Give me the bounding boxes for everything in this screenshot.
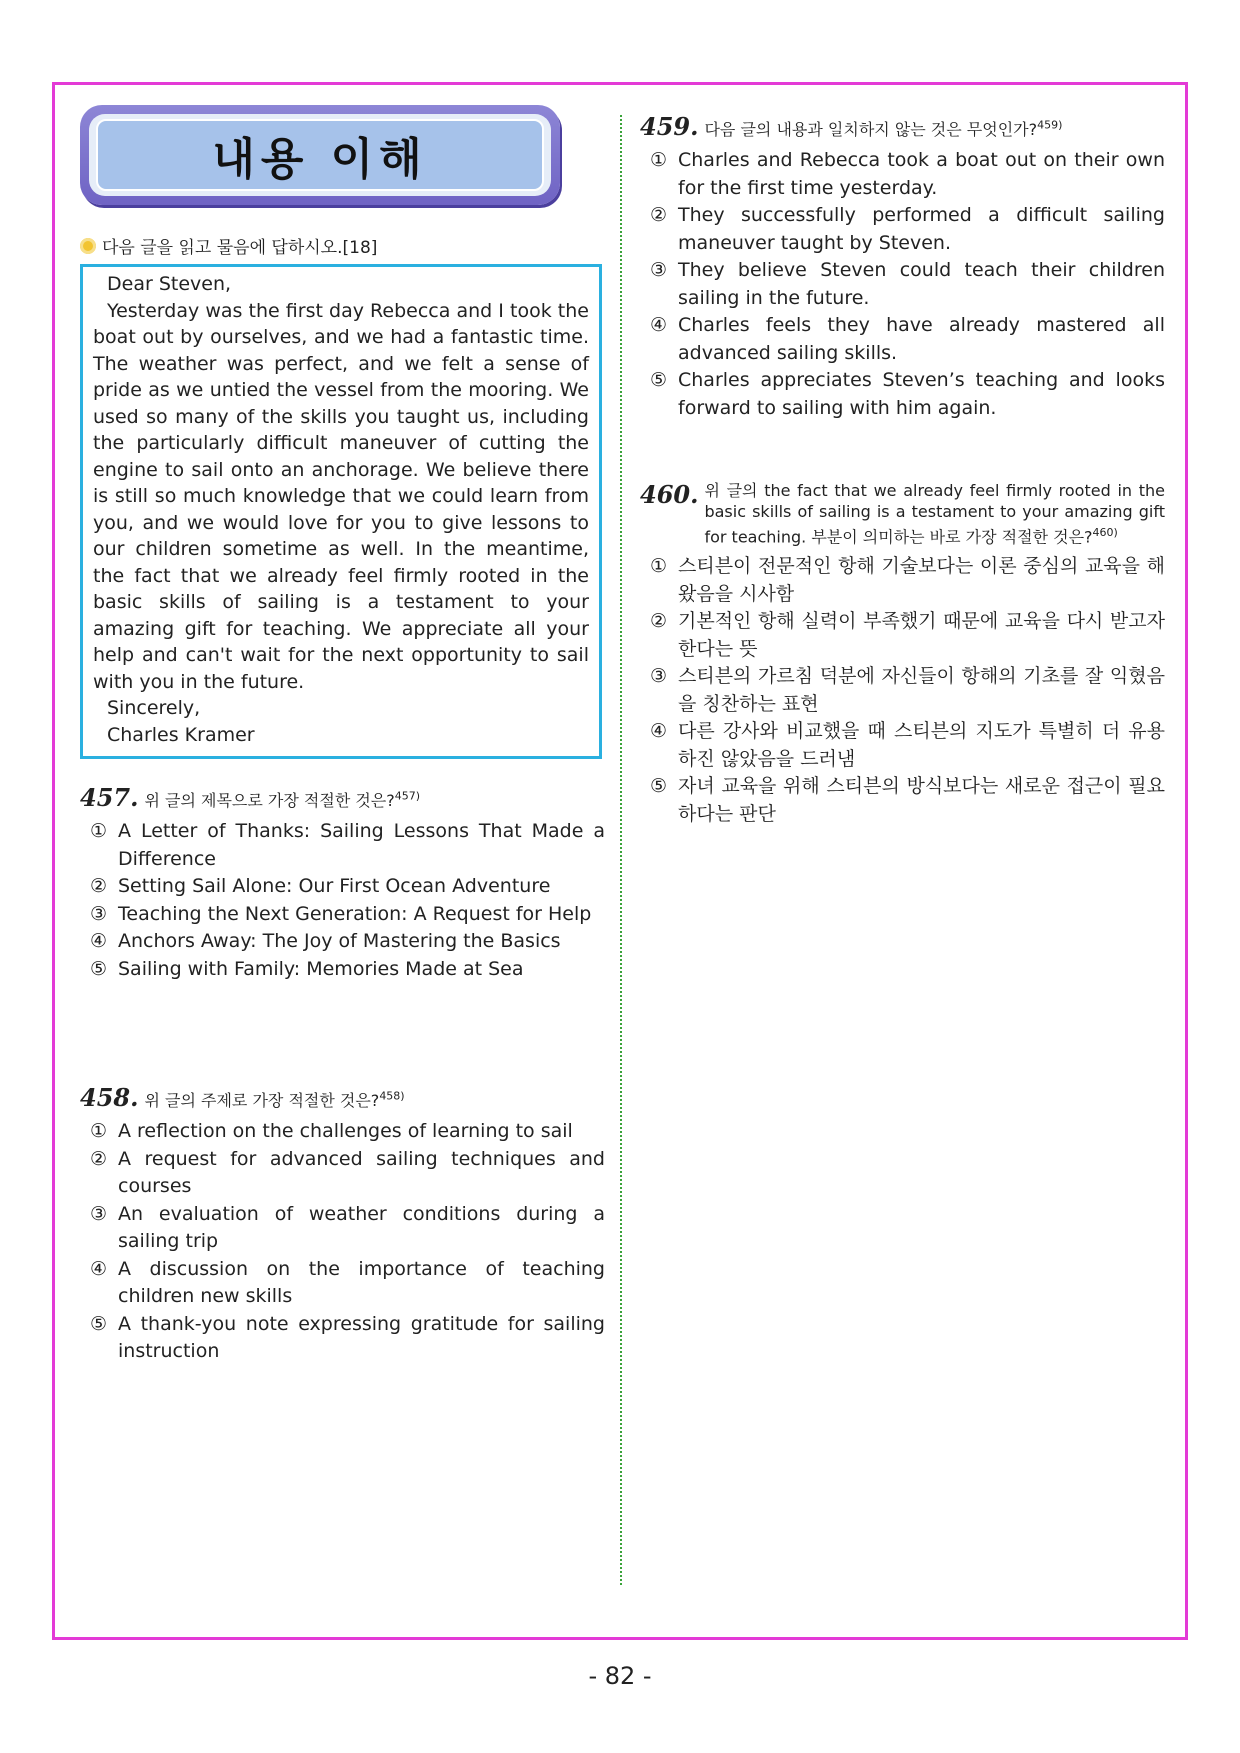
question-460: [640, 480, 1165, 828]
question-number: 458.: [80, 1083, 139, 1112]
option[interactable]: ① A Letter of Thanks: Sailing Lessons That Made a Difference: [90, 820, 605, 870]
instruction-text: 다음 글을 읽고 물음에 답하시오.[18]: [102, 238, 378, 258]
question-number: 457.: [80, 783, 139, 812]
option[interactable]: ④ 다른 강사와 비교했을 때 스티븐의 지도가 특별히 더 유용하진 않았음을 드러냄: [650, 720, 1165, 770]
footnote-ref: 460): [1092, 526, 1118, 539]
option[interactable]: ① 스티븐이 전문적인 항해 기술보다는 이론 중심의 교육을 해왔음을 시사함: [650, 555, 1165, 605]
footnote-ref: 459): [1037, 118, 1063, 132]
question-459: [640, 112, 1165, 422]
question-458: [80, 1083, 605, 1366]
option[interactable]: ③ An evaluation of weather conditions during a sailing trip: [90, 1202, 605, 1252]
option[interactable]: ④ Charles feels they have already mastered all advanced sailing skills.: [650, 314, 1165, 364]
option[interactable]: ③ They believe Steven could teach their children sailing in the future.: [650, 259, 1165, 309]
flower-icon: [80, 238, 96, 254]
question-prompt: 위 글의 주제로 가장 적절한 것은?: [144, 1091, 380, 1110]
option[interactable]: ⑤ A thank-you note expressing gratitude for sailing instruction: [90, 1312, 605, 1362]
footnote-ref: 457): [394, 789, 421, 803]
page-number: - 82 -: [588, 1662, 652, 1690]
option[interactable]: ④ A discussion on the importance of teaching children new skills: [90, 1257, 605, 1307]
option[interactable]: ⑤ Sailing with Family: Memories Made at Sea: [90, 957, 524, 980]
section-banner: [80, 105, 560, 205]
question-prompt: 위 글의 the fact that we already feel firmly rooted in the basic skills of sailing is a testament to your amazing gift for teaching. 부분이 의미하는 바로 가장 적절한 것은?: [704, 481, 1165, 547]
option[interactable]: ③ Teaching the Next Generation: A Request for Help: [90, 902, 592, 925]
option[interactable]: ⑤ 자녀 교육을 위해 스티븐의 방식보다는 새로운 접근이 필요하다는 판단: [650, 775, 1165, 825]
question-prompt: 위 글의 제목으로 가장 적절한 것은?: [144, 791, 395, 810]
letter-closing: Sincerely,: [107, 697, 201, 719]
column-divider: [620, 115, 622, 1585]
instruction: [80, 233, 605, 258]
question-number: 459.: [640, 112, 699, 141]
option[interactable]: ② 기본적인 항해 실력이 부족했기 때문에 교육을 다시 받고자 한다는 뜻: [650, 610, 1165, 660]
option[interactable]: ② They successfully performed a difficult sailing maneuver taught by Steven.: [650, 204, 1165, 254]
question-number: 460.: [640, 480, 699, 509]
passage-box: [80, 264, 602, 759]
question-457: [80, 783, 605, 983]
option[interactable]: ⑤ Charles appreciates Steven’s teaching and looks forward to sailing with him again.: [650, 369, 1165, 419]
option[interactable]: ① Charles and Rebecca took a boat out on their own for the first time yesterday.: [650, 149, 1165, 199]
option[interactable]: ② A request for advanced sailing techniques and courses: [90, 1147, 605, 1197]
letter-signature: Charles Kramer: [107, 723, 255, 746]
option[interactable]: ② Setting Sail Alone: Our First Ocean Adventure: [90, 875, 551, 897]
option[interactable]: ① A reflection on the challenges of learning to sail: [90, 1120, 573, 1142]
option[interactable]: ④ Anchors Away: The Joy of Mastering the Basics: [90, 930, 561, 952]
section-title: 내용 이해: [212, 134, 428, 185]
option[interactable]: ③ 스티븐의 가르침 덕분에 자신들이 항해의 기초를 잘 익혔음을 칭찬하는 표현: [650, 665, 1165, 715]
letter-greeting: Dear Steven,: [107, 273, 232, 295]
question-prompt: 다음 글의 내용과 일치하지 않는 것은 무엇인가?: [704, 120, 1038, 139]
left-column: [80, 105, 605, 1366]
letter-body: Yesterday was the first day Rebecca and I took the boat out by ourselves, and we had a fantastic time. The weather was perfect, and we felt a sense of pride as we untied the vessel from the mooring. We used so many of the skills you taught us, including the particularly difficult maneuver of cutting the engine to sail onto an anchorage. We believe there is still so much knowledge that we could learn from you, and we would love for you to give lessons to our children sometime as well. In the meantime, the fact that we already feel firmly rooted in the basic skills of sailing is a testament to your amazing gift for teaching. We appreciate all your help and can't wait for the next opportunity to sail with you in the future.: [93, 299, 589, 693]
right-column: [640, 112, 1165, 828]
footnote-ref: 458): [379, 1089, 405, 1103]
